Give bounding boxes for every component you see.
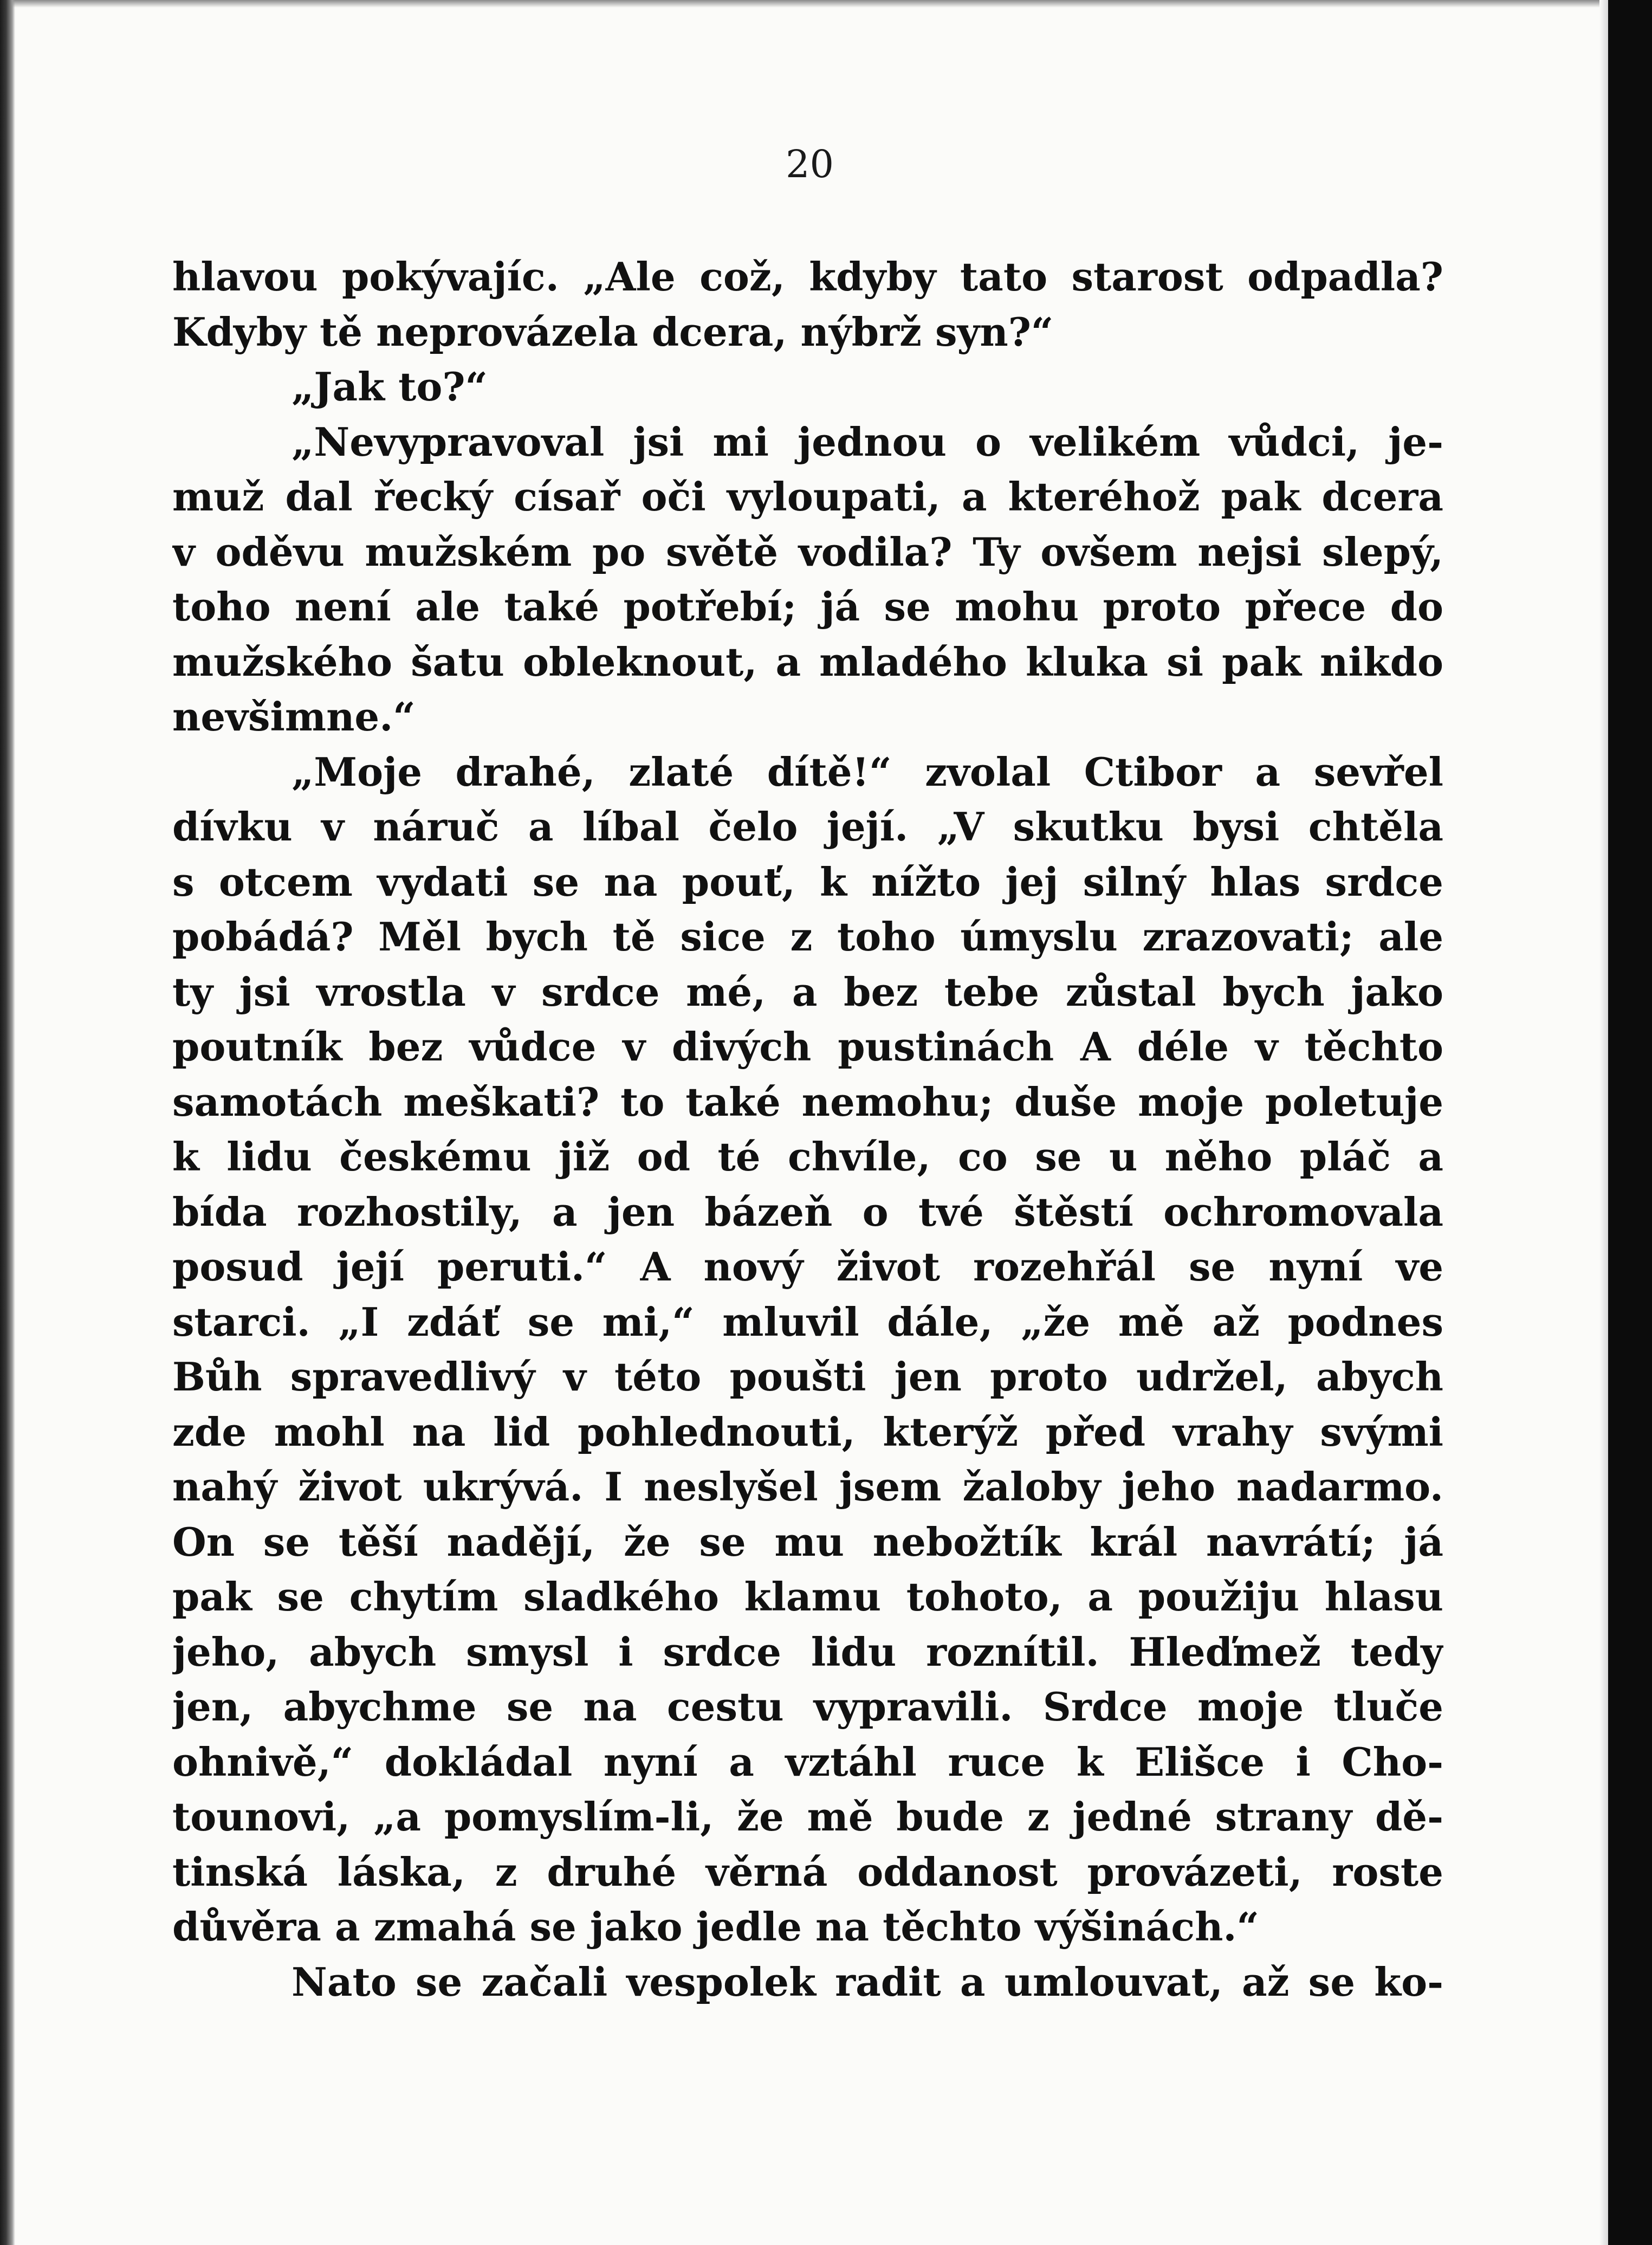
text-line: „Jak to?“ xyxy=(291,364,488,410)
text-line: nevšimne.“ xyxy=(172,694,416,740)
text-line: starci. „I zdáť se mi,“ mluvil dále, „že mě až podnes xyxy=(172,1298,1443,1345)
page-number: 20 xyxy=(785,142,834,186)
text-line: Kdyby tě neprovázela dcera, nýbrž syn?“ xyxy=(172,308,1054,355)
text-line: On se těší nadějí, že se mu nebožtík král navrátí; já xyxy=(172,1518,1443,1565)
text-line: mužského šatu obleknout, a mladého kluka si pak nikdo xyxy=(172,638,1443,685)
text-line: poutník bez vůdce v divých pustinách A déle v těchto xyxy=(172,1024,1443,1070)
text-line: jen, abychme se na cestu vypravili. Srdce moje tluče xyxy=(172,1684,1443,1730)
page-top-edge xyxy=(0,0,1608,8)
text-line: samotách meškati? to také nemohu; duše moje poletuje xyxy=(172,1078,1443,1125)
text-line: „Nevypravoval jsi mi jednou o velikém vůdci, je- xyxy=(291,418,1443,465)
text-line: toho není ale také potřebí; já se mohu proto přece do xyxy=(172,584,1443,630)
text-line: zde mohl na lid pohlednouti, kterýž před vrahy svými xyxy=(172,1408,1443,1455)
body-text xyxy=(172,249,1443,2009)
text-line: „Moje drahé, zlaté dítě!“ zvolal Ctibor a sevřel xyxy=(291,748,1443,795)
text-line: tounovi, „a pomyslím-li, že mě bude z jedné strany dě- xyxy=(172,1794,1443,1840)
text-line: tinská láska, z druhé věrná oddanost provázeti, roste xyxy=(172,1848,1443,1895)
text-line: pak se chytím sladkého klamu tohoto, a použiju hlasu xyxy=(172,1574,1443,1620)
text-line: nahý život ukrývá. I neslyšel jsem žaloby jeho nadarmo. xyxy=(172,1464,1443,1510)
text-line: ohnivě,“ dokládal nyní a vztáhl ruce k Elišce i Cho- xyxy=(172,1738,1443,1785)
text-line: jeho, abych smysl i srdce lidu roznítil. Hleďmež tedy xyxy=(172,1628,1443,1675)
text-line: k lidu českému již od té chvíle, co se u něho pláč a xyxy=(172,1134,1443,1180)
text-line: důvěra a zmahá se jako jedle na těchto výšinách.“ xyxy=(172,1904,1259,1950)
text-line: hlavou pokývajíc. „Ale což, kdyby tato starost odpadla? xyxy=(172,254,1443,300)
text-line: Bůh spravedlivý v této poušti jen proto udržel, abych xyxy=(172,1354,1443,1400)
page-right-shadow xyxy=(1599,0,1608,2245)
text-line: posud její peruti.“ A nový život rozehřál se nyní ve xyxy=(172,1244,1443,1290)
page-binding-edge xyxy=(0,0,15,2245)
text-line: Nato se začali vespolek radit a umlouvat, až se ko- xyxy=(291,1958,1443,2005)
text-line: pobádá? Měl bych tě sice z toho úmyslu zrazovati; ale xyxy=(172,914,1443,960)
text-line: bída rozhostily, a jen bázeň o tvé štěstí ochromovala xyxy=(172,1188,1443,1235)
text-line: muž dal řecký císař oči vyloupati, a kteréhož pak dcera xyxy=(172,474,1443,520)
text-line: dívku v náruč a líbal čelo její. „V skutku bysi chtěla xyxy=(172,804,1443,850)
page-right-border xyxy=(1608,0,1652,2245)
text-line: s otcem vydati se na pouť, k nížto jej silný hlas srdce xyxy=(172,858,1443,905)
text-line: v oděvu mužském po světě vodila? Ty ovšem nejsi slepý, xyxy=(172,528,1443,575)
text-line: ty jsi vrostla v srdce mé, a bez tebe zůstal bych jako xyxy=(172,968,1443,1015)
